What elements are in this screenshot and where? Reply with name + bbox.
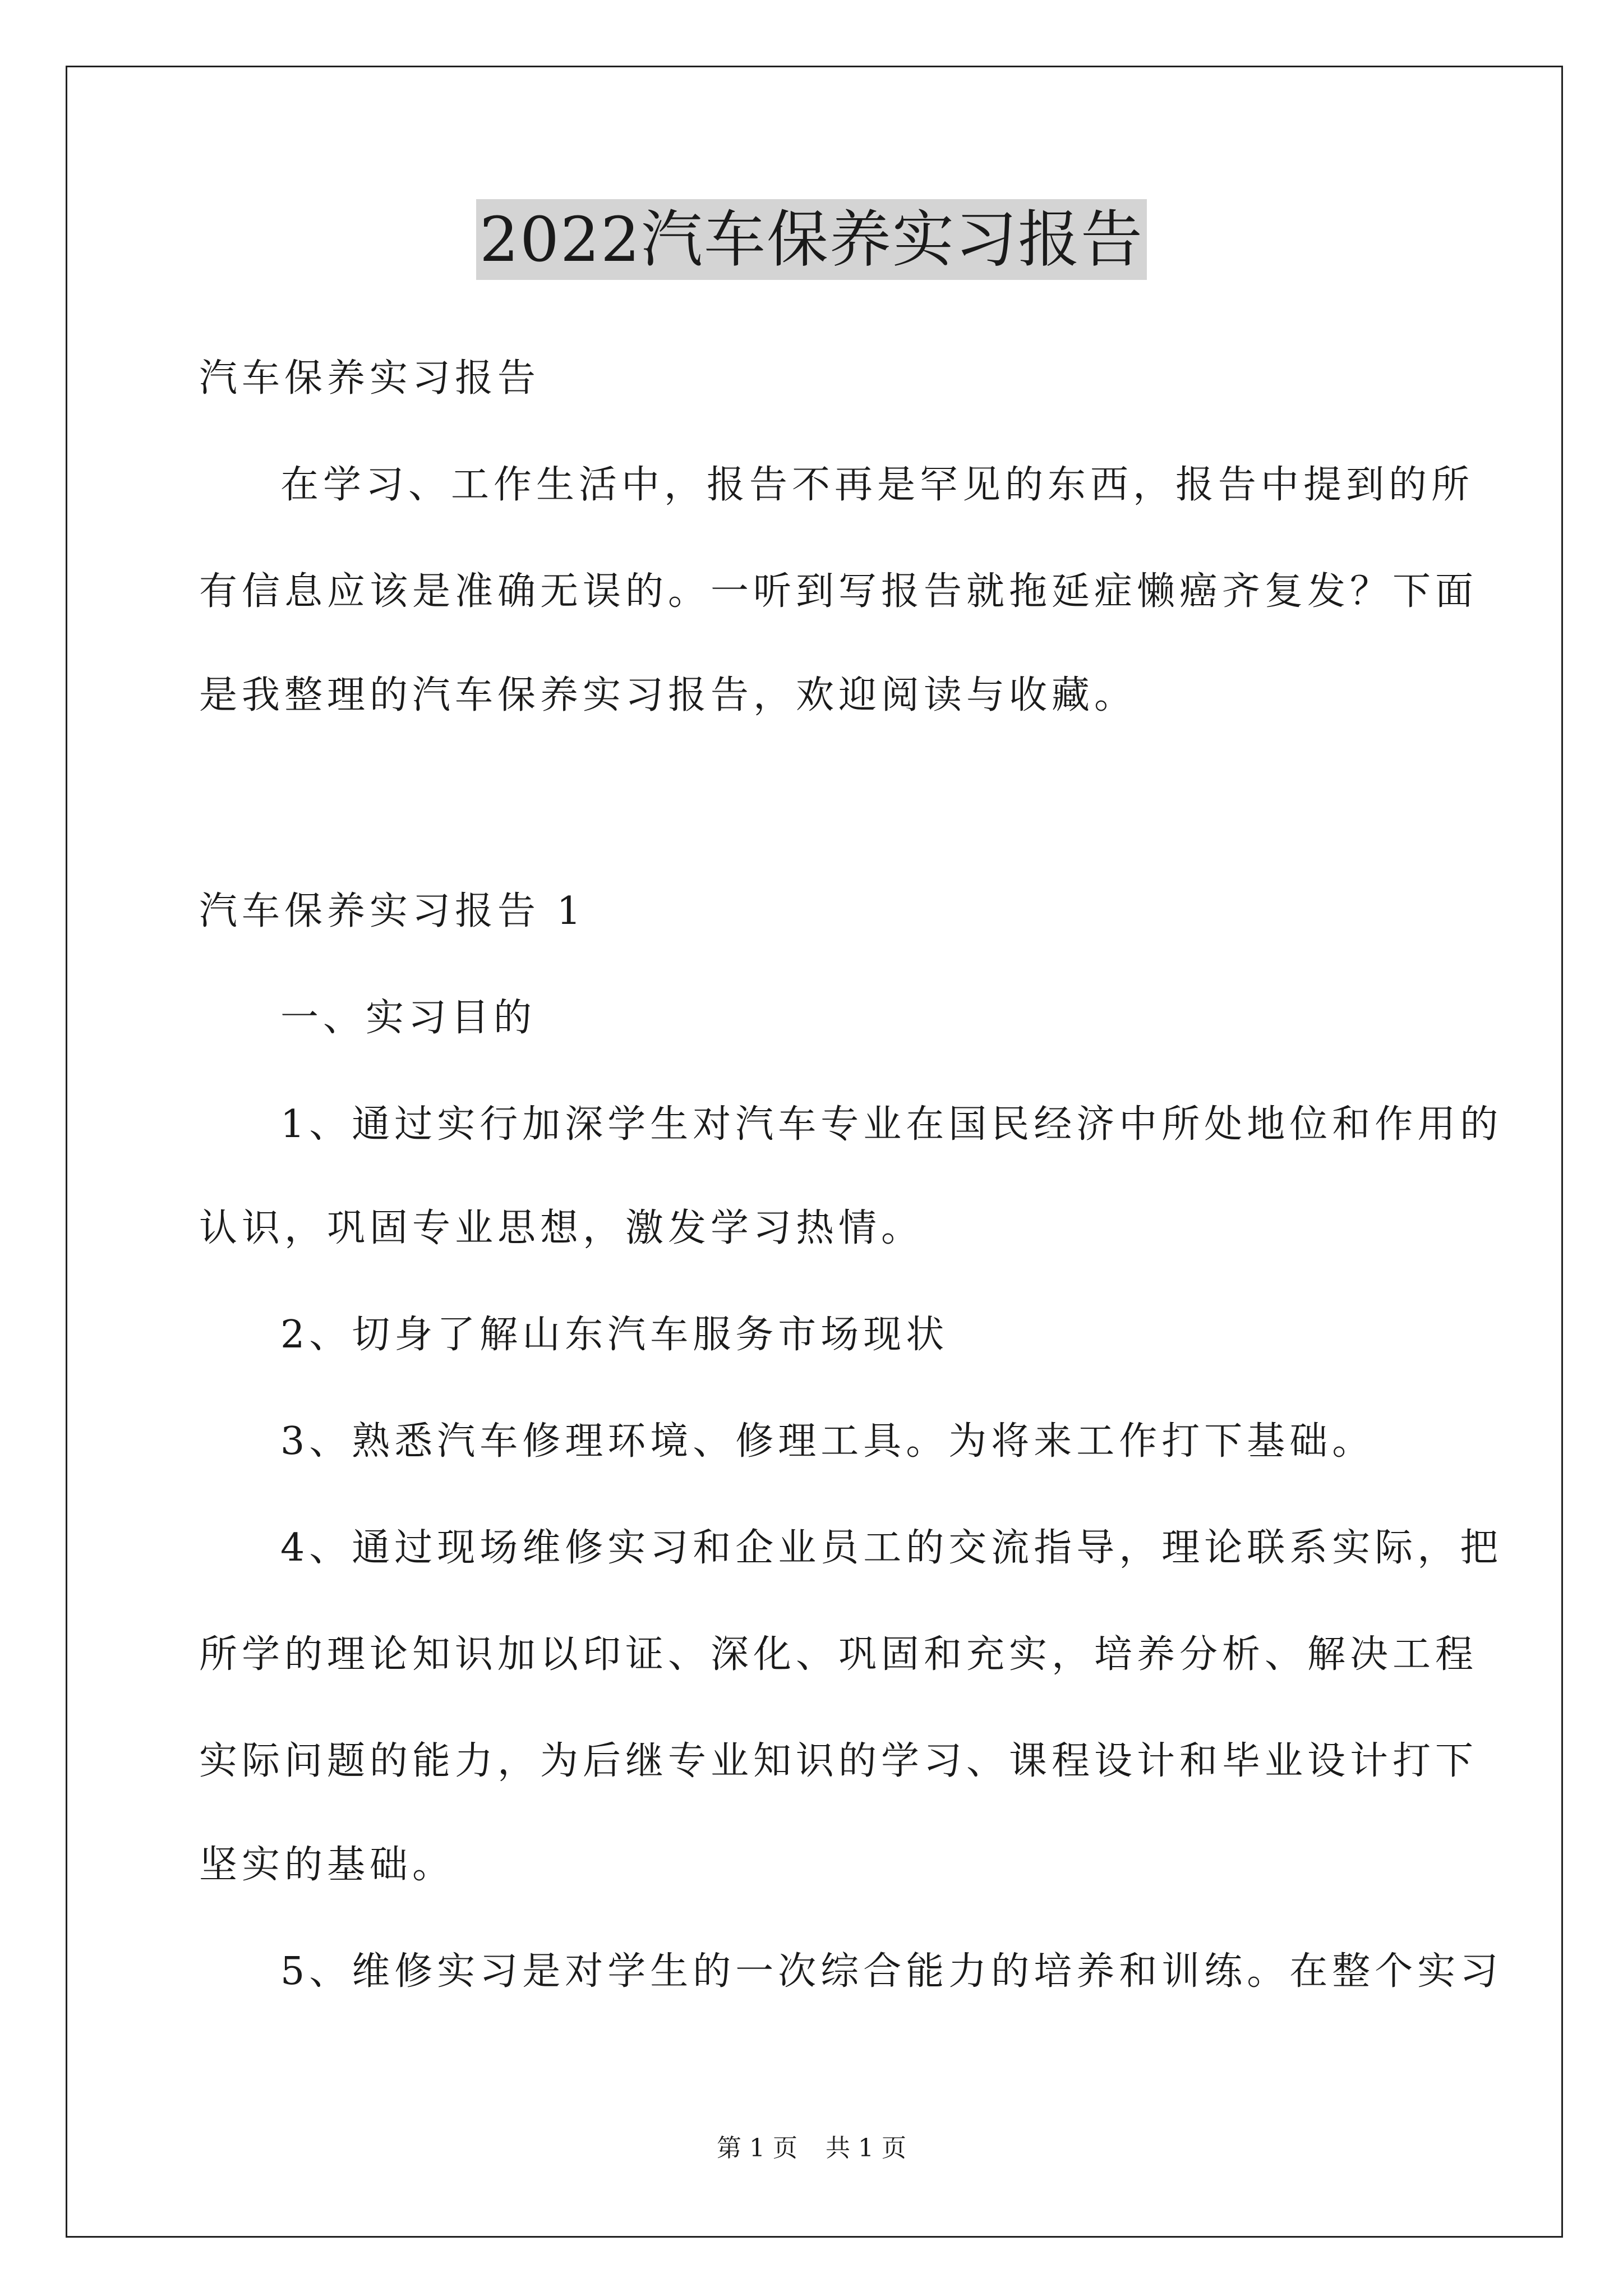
paragraph-line: 4、通过现场维修实习和企业员工的交流指导，理论联系实际，把 — [280, 1526, 1503, 1570]
document-title: 2022汽车保养实习报告 — [476, 199, 1147, 280]
paragraph-line: 5、维修实习是对学生的一次综合能力的培养和训练。在整个实习 — [280, 1949, 1503, 1994]
page-footer — [0, 2132, 1623, 2165]
paragraph-line: 实际问题的能力，为后继专业知识的学习、课程设计和毕业设计打下 — [199, 1739, 1478, 1783]
paragraph-line: 坚实的基础。 — [199, 1843, 455, 1887]
paragraph-line: 认识，巩固专业思想，激发学习热情。 — [199, 1206, 924, 1250]
subtitle-line: 汽车保养实习报告 — [199, 356, 541, 401]
page-number: 第 1 页 — [717, 2134, 797, 2162]
paragraph-line: 有信息应该是准确无误的。一听到写报告就拖延症懒癌齐复发？下面 — [199, 569, 1478, 614]
section-heading: 汽车保养实习报告 1 — [199, 889, 585, 933]
paragraph-line: 在学习、工作生活中，报告不再是罕见的东西，报告中提到的所 — [280, 463, 1474, 507]
page-total: 共 1 页 — [826, 2134, 906, 2162]
paragraph-line: 是我整理的汽车保养实习报告，欢迎阅读与收藏。 — [199, 673, 1137, 717]
paragraph-line: 3、熟悉汽车修理环境、修理工具。为将来工作打下基础。 — [280, 1419, 1375, 1464]
paragraph-line: 所学的理论知识加以印证、深化、巩固和充实，培养分析、解决工程 — [199, 1632, 1478, 1677]
paragraph-line: 2、切身了解山东汽车服务市场现状 — [280, 1313, 949, 1357]
title-container — [0, 199, 1623, 280]
paragraph-line: 1、通过实行加深学生对汽车专业在国民经济中所处地位和作用的 — [280, 1102, 1503, 1147]
subsection-heading: 一、实习目的 — [280, 996, 537, 1040]
